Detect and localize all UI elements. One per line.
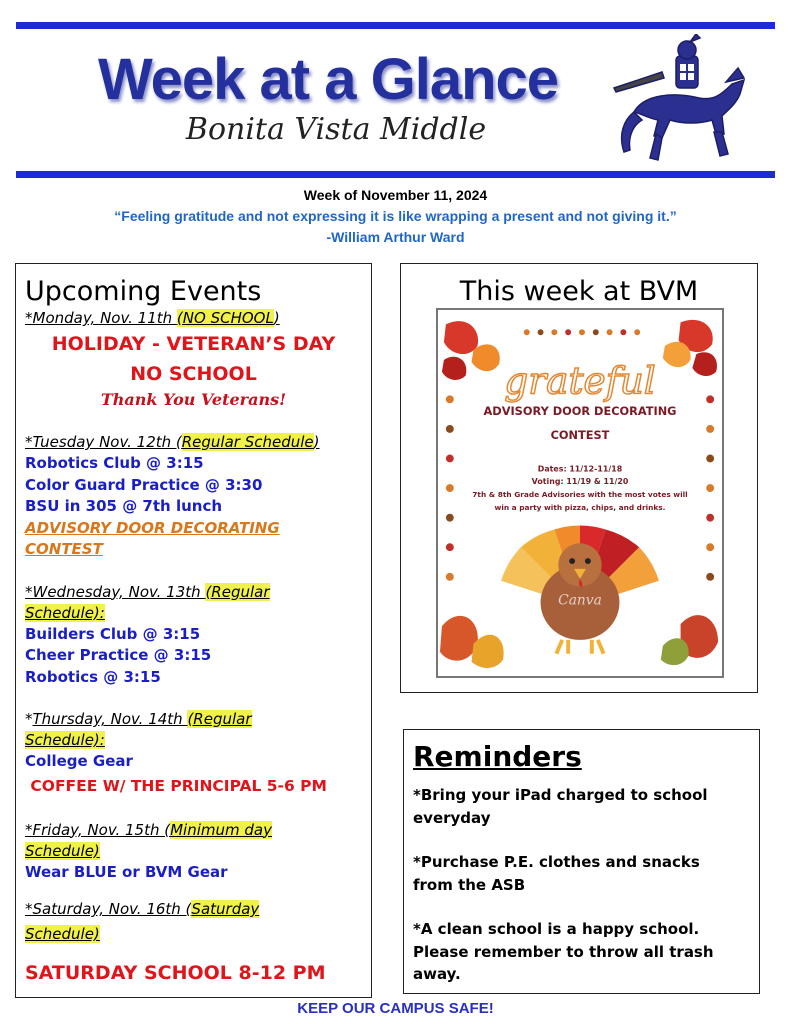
reminder-item: Please remember to throw all trash: [413, 942, 714, 961]
reminder-item: everyday: [413, 808, 491, 827]
contest-links: [25, 518, 362, 561]
event-item: Cheer Practice @ 3:15: [25, 646, 212, 664]
footer-slogan: KEEP OUR CAMPUS SAFE!: [297, 1000, 494, 1017]
knight-on-horse-icon: [604, 34, 754, 168]
thank-you-veterans: Thank You Veterans!: [100, 390, 287, 409]
reminder-item: *Bring your iPad charged to school: [413, 786, 708, 804]
quote-text: “Feeling gratitude and not expressing it is like wrapping a present and not giving it.”: [114, 208, 677, 224]
flyer-script-title: grateful: [504, 358, 656, 403]
no-school-line: NO SCHOOL: [130, 363, 257, 385]
saturday-schedule: Schedule): [25, 925, 100, 943]
event-item: Robotics @ 3:15: [25, 667, 161, 686]
flyer-prize-1: 7th & 8th Grade Advisories with the most votes will: [472, 489, 688, 499]
wednesday-heading: *Wednesday, Nov. 13th (Regular: [25, 582, 270, 601]
event-item: Wear BLUE or BVM Gear: [25, 862, 228, 881]
monday-heading: *Monday, Nov. 11th (NO SCHOOL): [25, 309, 280, 327]
saturday-heading: *Saturday, Nov. 16th (Saturday: [25, 900, 260, 918]
reminder-item: *Purchase P.E. clothes and snacks: [413, 853, 700, 871]
page-title: Week at a Glance: [97, 47, 559, 112]
tuesday-heading: *Tuesday Nov. 12th (Regular Schedule): [25, 433, 320, 451]
event-item: College Gear: [25, 752, 133, 770]
canva-watermark: Canva: [558, 592, 602, 609]
thursday-schedule: Schedule):: [25, 731, 105, 749]
week-of-date: Week of November 11, 2024: [303, 187, 488, 203]
reminders-panel: [403, 729, 760, 994]
event-item: Builders Club @ 3:15: [25, 624, 201, 643]
flyer-dates: Dates: 11/12-11/18: [537, 464, 623, 474]
event-item: BSU in 305 @ 7th lunch: [25, 497, 223, 515]
friday-schedule: Schedule): [25, 841, 100, 860]
reminder-item: away.: [413, 965, 461, 983]
thursday-heading: *Thursday, Nov. 14th (Regular: [25, 710, 252, 728]
friday-heading: *Friday, Nov. 15th (Minimum day: [25, 820, 272, 839]
coffee-with-principal: COFFEE W/ THE PRINCIPAL 5-6 PM: [30, 776, 327, 795]
saturday-school: SATURDAY SCHOOL 8-12 PM: [25, 962, 326, 984]
upcoming-events-panel: [15, 263, 372, 998]
reminder-item: from the ASB: [413, 875, 526, 894]
header-rule-bottom: [16, 171, 775, 178]
advisory-door-link[interactable]: ADVISORY DOOR DECORATING: [25, 518, 280, 537]
header-rule-top: [16, 22, 775, 29]
reminders-heading: Reminders: [413, 740, 582, 773]
wednesday-schedule: Schedule):: [25, 603, 105, 622]
flyer-title-1: ADVISORY DOOR DECORATING: [483, 404, 677, 419]
reminder-item: *A clean school is a happy school.: [413, 920, 700, 938]
this-week-panel: [400, 263, 758, 693]
event-item: Color Guard Practice @ 3:30: [25, 475, 263, 494]
this-week-heading: This week at BVM: [459, 276, 699, 307]
event-item: Robotics Club @ 3:15: [25, 454, 204, 472]
school-name: Bonita Vista Middle: [185, 112, 487, 147]
flyer-voting: Voting: 11/19 & 11/20: [531, 477, 629, 487]
contest-flyer: [436, 308, 724, 678]
flyer-title-2: CONTEST: [550, 427, 610, 442]
holiday-line: HOLIDAY - VETERAN’S DAY: [51, 333, 336, 355]
flyer-prize-2: win a party with pizza, chips, and drinks.: [494, 502, 666, 512]
contest-link[interactable]: CONTEST: [25, 540, 103, 558]
events-heading: Upcoming Events: [25, 276, 262, 307]
quote-author: -William Arthur Ward: [326, 229, 465, 245]
